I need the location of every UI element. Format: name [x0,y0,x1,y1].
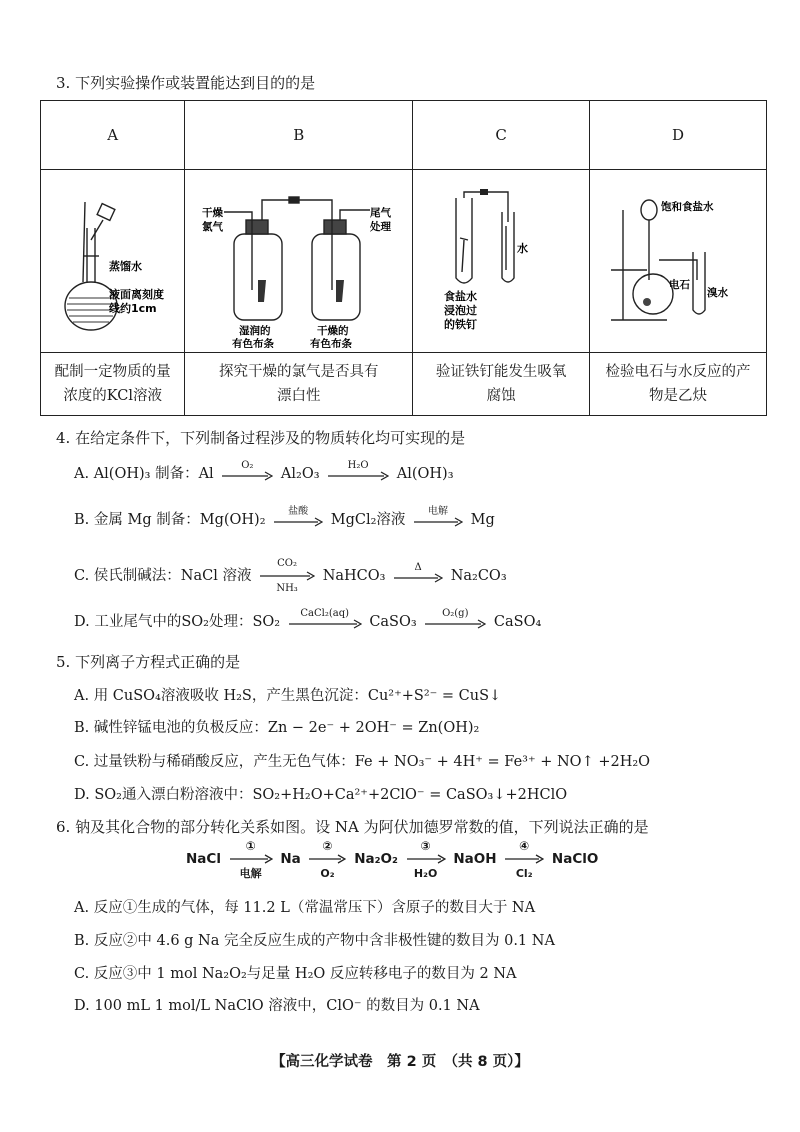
col-header-a: A [41,101,185,170]
q4-option-d: D. 工业尾气中的SO₂处理：SO₂ CaCl₂(aq) CaSO₃ O₂(g) CaSO₄ [74,610,541,634]
q5-option-b: B. 碱性锌锰电池的负极反应：Zn − 2e⁻ + 2OH⁻ = Zn(OH)₂ [74,720,480,736]
volumetric-flask-figure [47,170,179,348]
label-treatment: 处理 [370,221,392,233]
gas-bottles-figure [194,170,403,348]
label-dry: 干燥 [202,207,224,219]
question-4-stem: 4. 在给定条件下，下列制备过程涉及的物质转化均可实现的是 [56,429,466,447]
label-saturated-brine: 饱和食盐水 [661,201,714,213]
arrow-icon: O₂(g) [424,610,486,634]
label-iron-nail: 的铁钉 [444,318,478,331]
q6-option-a: A. 反应①生成的气体，每 11.2 L（常温常压下）含原子的数目大于 NA [74,900,536,916]
question-6-stem: 6. 钠及其化合物的部分转化关系如图。设 NA 为阿伏加德罗常数的值，下列说法正确的是 [56,818,649,836]
label-water: 水 [517,242,529,255]
figure-c-cell [413,170,590,353]
acetylene-figure [597,170,759,348]
label-distilled-water: 蒸馏水 [108,260,142,273]
arrow-icon: ③ H₂O [406,841,446,877]
arrow-icon: ④ Cl₂ [504,841,544,877]
q5-option-a: A. 用 CuSO₄溶液吸收 H₂S，产生黑色沉淀：Cu²⁺+S²⁻ = CuS↓ [74,688,502,704]
q6-option-d: D. 100 mL 1 mol/L NaClO 溶液中，ClO⁻ 的数目为 0.1 NA [74,998,480,1014]
q5-option-c: C. 过量铁粉与稀硝酸反应，产生无色气体：Fe + NO₃⁻ + 4H⁺ = Fe³⁺ + NO↑ +2H₂O [74,754,651,770]
label-bromine-water: 溴水 [707,287,729,299]
label-tail-gas: 尾气 [370,207,392,219]
label-liquid-level: 液面离刻度 [108,288,164,301]
label-colored-strip-2: 有色布条 [310,338,353,348]
label-dried: 干燥的 [317,325,349,337]
arrow-icon: ① 电解 [229,841,273,877]
label-brine: 食盐水 [444,290,478,303]
q5-option-d: D. SO₂通入漂白粉溶液中：SO₂+H₂O+Ca²⁺+2ClO⁻ = CaSO₃↓+2HClO [74,787,568,803]
figure-a-cell [41,170,185,353]
arrow-icon: O₂ [221,462,273,486]
desc-b: 探究干燥的氯气是否具有 漂白性 [185,353,413,416]
label-soaked: 浸泡过 [444,304,478,317]
desc-c: 验证铁钉能发生吸氧 腐蚀 [413,353,590,416]
q4-option-c: C. 侯氏制碱法：NaCl 溶液 CO₂ NH₃ NaHCO₃ Δ Na₂CO₃ [74,558,507,594]
arrow-icon: 盐酸 [273,508,323,532]
desc-d: 检验电石与水反应的产 物是乙炔 [590,353,767,416]
label-wet: 湿润的 [239,325,271,337]
sodium-conversion-chain: NaCl ① 电解 Na ② O₂ Na₂O₂ ③ H₂O NaOH ④ Cl₂ NaClO [186,839,599,880]
label-chlorine: 氯气 [202,221,224,233]
arrow-icon: Δ [393,564,443,588]
desc-a: 配制一定物质的量 浓度的KCl溶液 [41,353,185,416]
question-5-stem: 5. 下列离子方程式正确的是 [56,653,241,671]
question-3-stem: 3. 下列实验操作或装置能达到目的的是 [56,74,316,92]
figure-d-cell [590,170,767,353]
apparatus-table [40,100,767,416]
figure-b-cell [185,170,413,353]
col-header-c: C [413,101,590,170]
iron-nail-figure [420,170,582,348]
q4-option-a: A. Al(OH)₃ 制备：Al O₂ Al₂O₃ H₂O Al(OH)₃ [74,462,454,486]
q6-option-b: B. 反应②中 4.6 g Na 完全反应生成的产物中含非极性键的数目为 0.1 NA [74,933,555,949]
arrow-icon: 电解 [413,508,463,532]
label-1cm: 线约1cm [108,302,157,315]
col-header-d: D [590,101,767,170]
q4-option-b: B. 金属 Mg 制备：Mg(OH)₂ 盐酸 MgCl₂溶液 电解 Mg [74,508,495,532]
q6-option-c: C. 反应③中 1 mol Na₂O₂与足量 H₂O 反应转移电子的数目为 2 NA [74,966,517,982]
arrow-icon: CaCl₂(aq) [288,610,362,634]
arrow-icon: CO₂ NH₃ [259,560,315,592]
arrow-icon: ② O₂ [308,841,346,877]
arrow-icon: H₂O [327,462,389,486]
col-header-b: B [185,101,413,170]
page-footer: 【高三化学试卷 第 2 页 （共 8 页）】 [271,1054,529,1070]
label-colored-strip-1: 有色布条 [232,338,275,348]
label-calcium-carbide: 电石 [669,279,691,291]
